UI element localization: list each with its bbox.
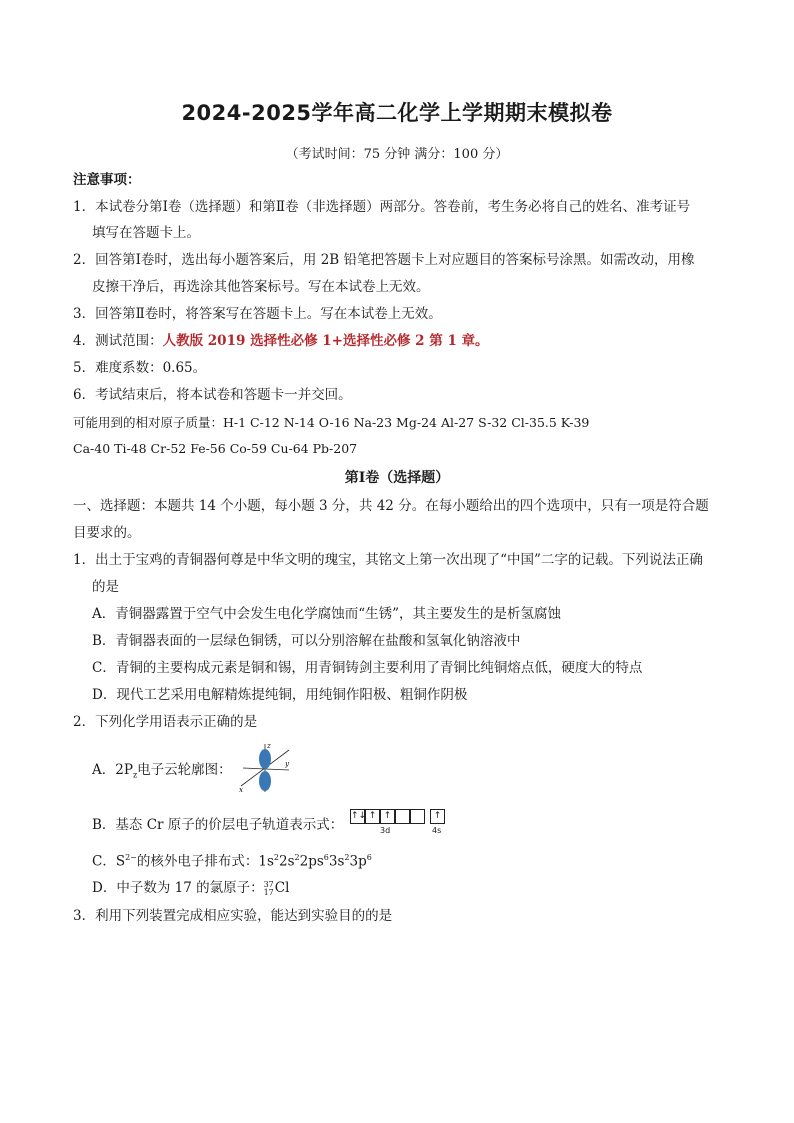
q1-stem: 1．出土于宝鸡的青铜器何尊是中华文明的瑰宝，其铭文上第一次出现了“中国”二字的记载。下列说法正确	[73, 552, 703, 568]
orbital-box: ↑↓	[350, 809, 365, 824]
notice-item-5: 5．难度系数：0.65。	[73, 360, 207, 376]
orbital-box: ↑	[365, 809, 380, 824]
cr-3d-orbitals	[350, 809, 425, 824]
element-symbol: Cl	[274, 880, 290, 896]
axis-z-label: z	[267, 742, 271, 750]
q2-option-d: D．中子数为 17 的氯原子： 37 17 Cl	[92, 879, 290, 897]
q2-option-b: B．基态 Cr 原子的价层电子轨道表示式：	[92, 817, 344, 833]
atomic-masses-line2: Ca-40 Ti-48 Cr-52 Fe-56 Co-59 Cu-64 Pb-207	[73, 441, 358, 456]
q1-option-a: A．青铜器露置于空气中会发生电化学腐蚀而“生锈”，其主要发生的是析氢腐蚀	[92, 606, 562, 622]
section-intro-2: 目要求的。	[73, 525, 141, 541]
notice-item-6: 6．考试结束后，将本试卷和答题卡一并交回。	[73, 387, 352, 403]
label-4s: 4s	[432, 826, 442, 835]
q2-stem: 2．下列化学用语表示正确的是	[73, 714, 258, 730]
notice-item-1: 1．本试卷分第Ⅰ卷（选择题）和第Ⅱ卷（非选择题）两部分。答卷前，考生务必将自己的姓名、准考证号	[73, 199, 691, 215]
notice-item-2-cont: 皮擦干净后，再选涂其他答案标号。写在本试卷上无效。	[92, 279, 430, 295]
pz-orbital-icon	[235, 740, 295, 796]
axis-y-label: y	[285, 760, 289, 768]
q1-option-c: C．青铜的主要构成元素是铜和锡，用青铜铸剑主要利用了青铜比纯铜熔点低，硬度大的特点	[92, 660, 643, 676]
q1-option-d: D．现代工艺采用电解精炼提纯铜，用纯铜作阳极、粗铜作阴极	[92, 687, 468, 703]
notice-item-1-cont: 填写在答题卡上。	[92, 225, 200, 241]
notice-item-4	[73, 331, 489, 351]
q2-option-c: C．$S^{2-}$的核外电子排布式：$1s^22s^22ps^63s^23p^6$	[92, 853, 372, 870]
cr-4s-orbital	[430, 809, 445, 824]
q1-option-b: B．青铜器表面的一层绿色铜锈，可以分别溶解在盐酸和氢氧化钠溶液中	[92, 633, 521, 649]
notice-heading: 注意事项：	[73, 172, 141, 188]
exam-title: 2024-2025学年高二化学上学期期末模拟卷	[181, 101, 613, 125]
orbital-box	[395, 809, 410, 824]
atomic-masses-line1: 可能用到的相对原子质量：H-1 C-12 N-14 O-16 Na-23 Mg-24 Al-27 S-32 Cl-35.5 K-39	[73, 415, 590, 430]
q1-stem-cont: 的是	[92, 579, 119, 595]
section-intro-1: 一、选择题：本题共 14 个小题，每小题 3 分，共 42 分。在每小题给出的四个选项中，只有一项是符合题	[73, 498, 709, 514]
test-scope: 人教版 2019 选择性必修 1+选择性必修 2 第 1 章。	[162, 333, 489, 349]
notice-item-4-label: 4．测试范围：	[73, 333, 163, 349]
section-title: 第Ⅰ卷（选择题）	[344, 470, 450, 486]
exam-subtitle: （考试时间：75 分钟 满分：100 分）	[285, 147, 509, 162]
orbital-box: ↑	[380, 809, 395, 824]
notice-item-3: 3．回答第Ⅱ卷时，将答案写在答题卡上。写在本试卷上无效。	[73, 306, 442, 322]
q3-stem: 3．利用下列装置完成相应实验，能达到实验目的的是	[73, 908, 393, 924]
q2-option-a: A．$2P_z$电子云轮廓图：	[92, 762, 232, 780]
orbital-box	[410, 809, 425, 824]
orbital-box: ↑	[430, 809, 445, 824]
notice-item-2: 2．回答第Ⅰ卷时，选出每小题答案后，用 2B 铅笔把答题卡上对应题目的答案标号涂黑。如需改动，用橡	[73, 252, 695, 268]
isotope-numbers: 37 17	[263, 879, 274, 897]
label-3d: 3d	[380, 826, 391, 835]
axis-x-label: x	[239, 786, 243, 794]
